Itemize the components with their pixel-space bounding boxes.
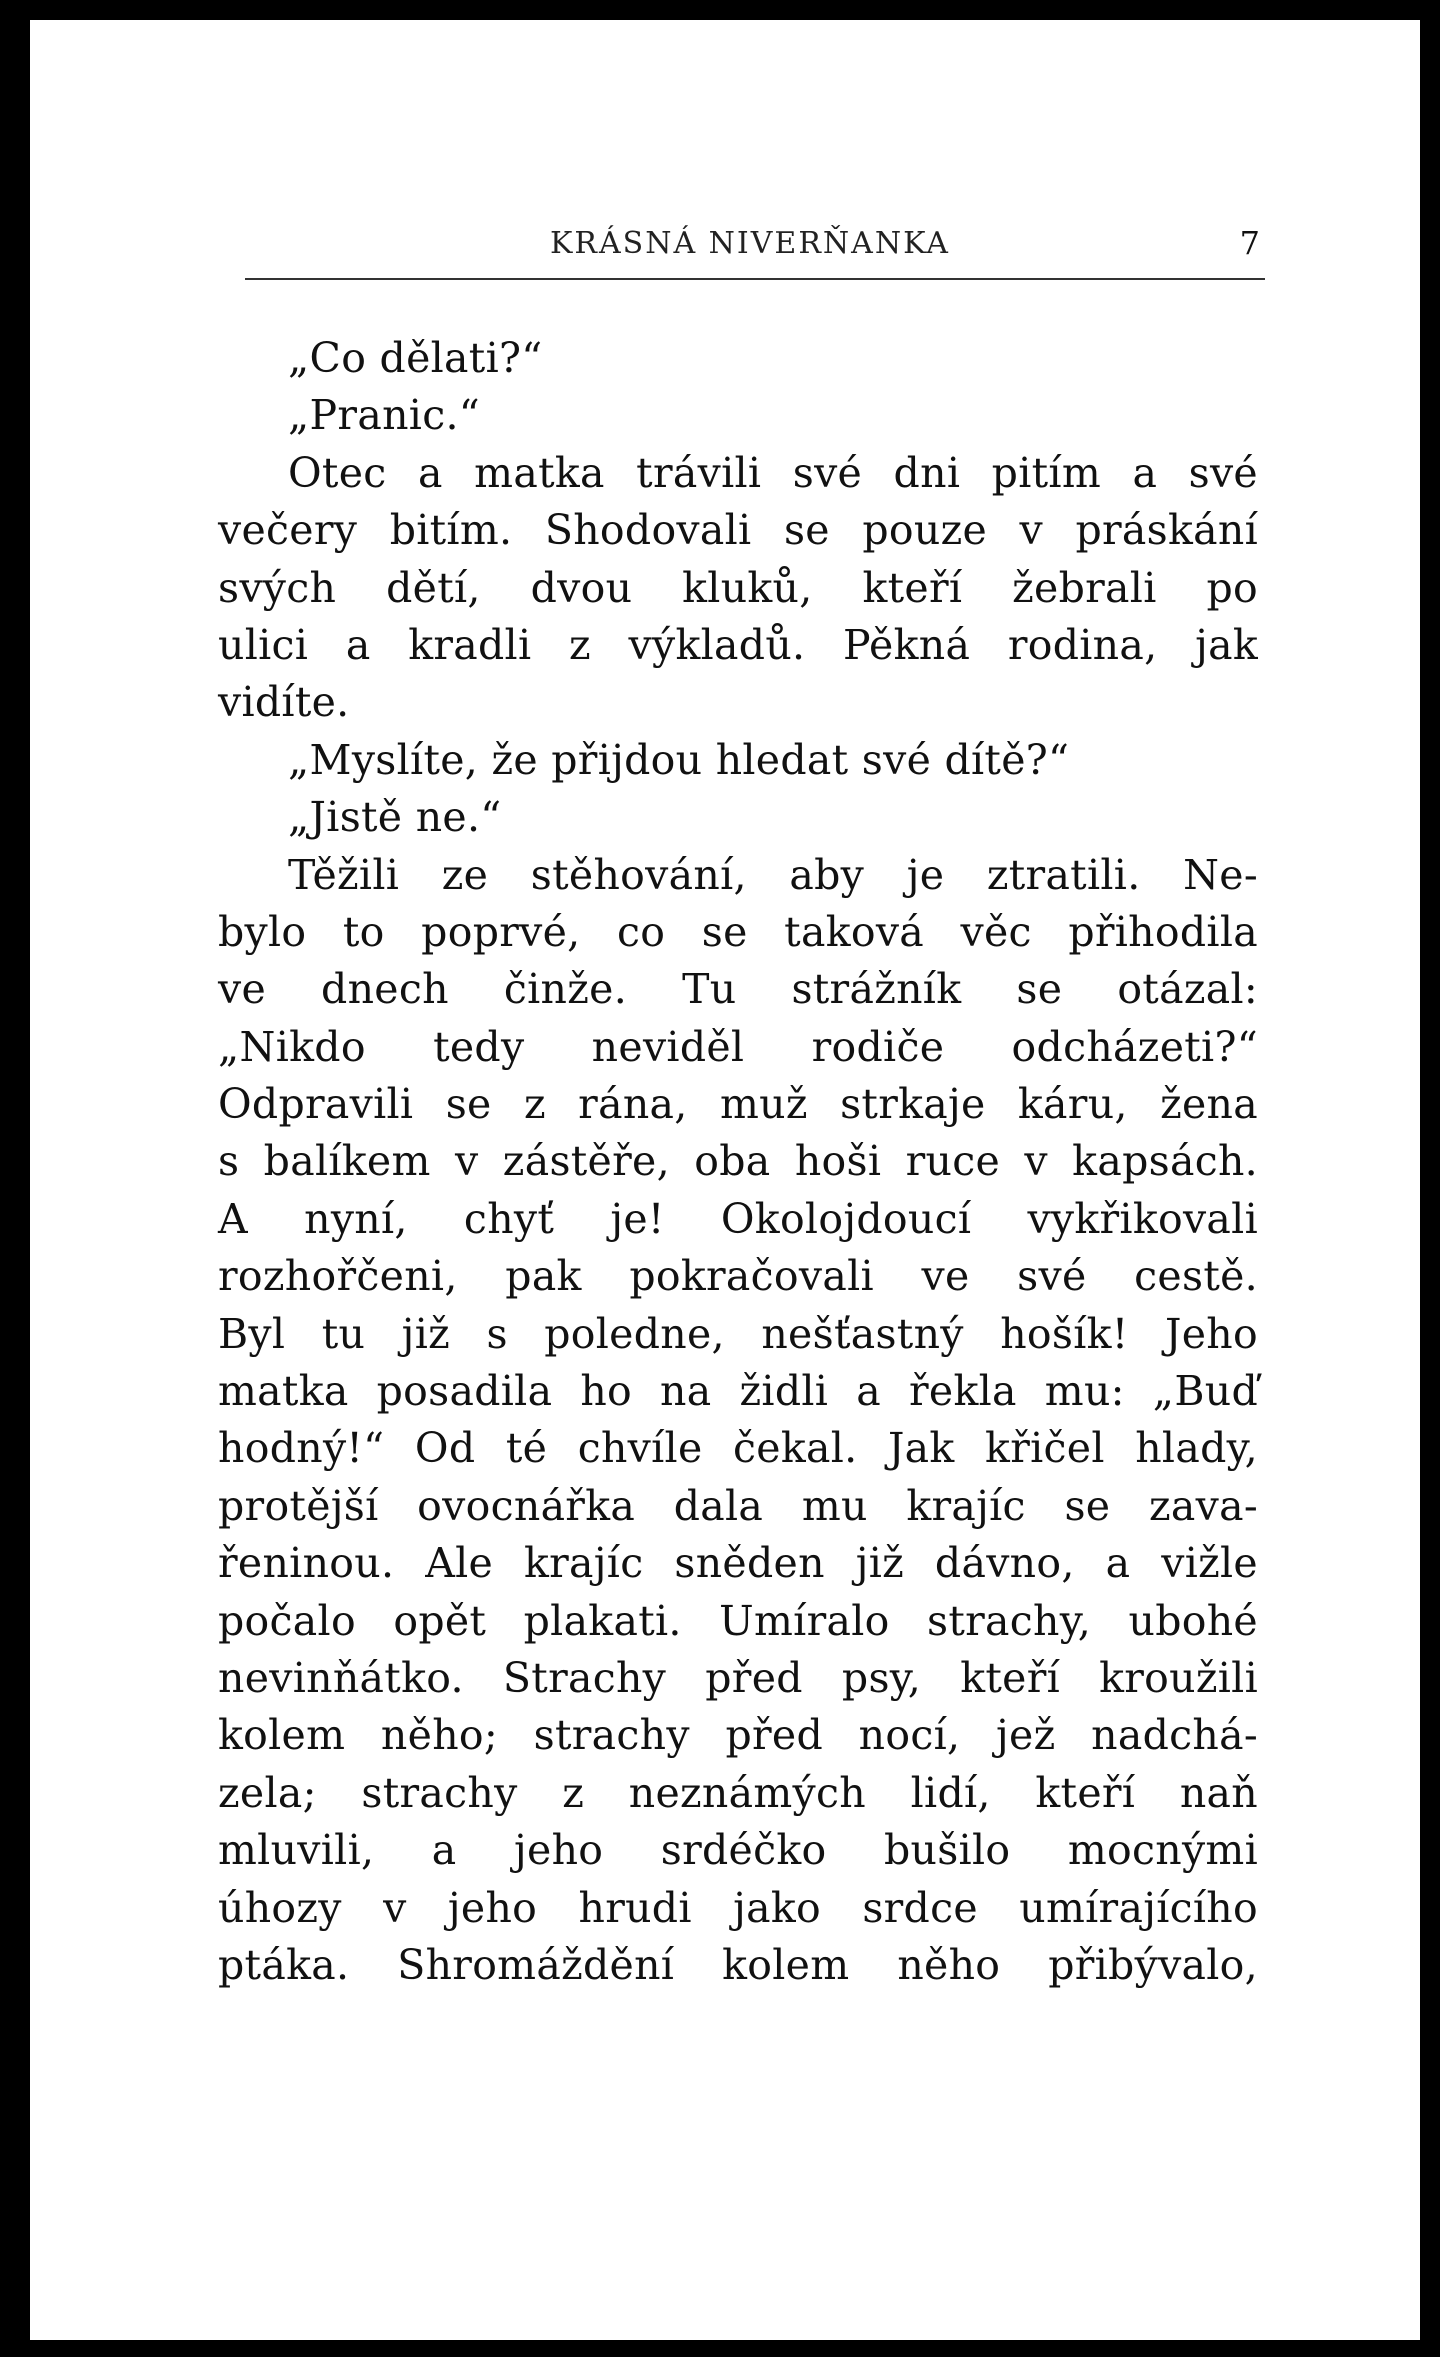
text-line: úhozy v jeho hrudi jako srdce umírajícího <box>218 1883 1258 1932</box>
header-rule <box>245 278 1265 280</box>
text-line: rozhořčeni, pak pokračovali ve své cestě. <box>218 1252 1258 1301</box>
text-line: ulici a kradli z výkladů. Pěkná rodina, jak <box>218 620 1258 669</box>
text-line: ve dnech činže. Tu strážník se otázal: <box>218 965 1258 1014</box>
text-line: řeninou. Ale krajíc sněden již dávno, a vižle <box>218 1539 1258 1588</box>
text-line: nevinňátko. Strachy před psy, kteří kroužili <box>218 1653 1258 1702</box>
text-line: protější ovocnářka dala mu krajíc se zava- <box>218 1481 1258 1530</box>
page-header <box>230 220 1260 270</box>
text-line: „Nikdo tedy neviděl rodiče odcházeti?“ <box>218 1022 1258 1071</box>
text-line: svých dětí, dvou kluků, kteří žebrali po <box>218 563 1258 612</box>
text-line: matka posadila ho na židli a řekla mu: „Buď <box>218 1367 1258 1416</box>
text-line: „Pranic.“ <box>288 391 481 440</box>
right-scan-border <box>1420 0 1440 2357</box>
text-line: A nyní, chyť je! Okolojdoucí vykřikovali <box>218 1194 1258 1243</box>
text-line: Byl tu již s poledne, nešťastný hošík! Jeho <box>218 1309 1258 1358</box>
text-line: Odpravili se z rána, muž strkaje káru, žena <box>218 1080 1258 1129</box>
text-line: „Jistě ne.“ <box>288 793 502 842</box>
text-line: kolem něho; strachy před nocí, jež nadchá- <box>218 1711 1258 1760</box>
text-line: mluvili, a jeho srdéčko bušilo mocnými <box>218 1826 1258 1875</box>
text-line: bylo to poprvé, co se taková věc přihodila <box>218 907 1258 956</box>
text-line: „Myslíte, že přijdou hledat své dítě?“ <box>288 735 1070 784</box>
text-line: s balíkem v zástěře, oba hoši ruce v kapsách. <box>218 1137 1258 1186</box>
text-line: večery bitím. Shodovali se pouze v práskání <box>218 506 1258 555</box>
text-line: Těžili ze stěhování, aby je ztratili. Ne- <box>288 850 1258 899</box>
running-title: KRÁSNÁ NIVERŇANKA <box>550 226 950 261</box>
left-scan-border <box>0 0 30 2357</box>
text-line: zela; strachy z neznámých lidí, kteří naň <box>218 1768 1258 1817</box>
text-line: vidíte. <box>218 678 350 727</box>
text-line: počalo opět plakati. Umíralo strachy, ubohé <box>218 1596 1258 1645</box>
text-line: „Co dělati?“ <box>288 334 543 382</box>
text-line: hodný!“ Od té chvíle čekal. Jak křičel hlady, <box>218 1424 1258 1473</box>
text-line: Otec a matka trávili své dni pitím a své <box>288 448 1258 497</box>
body-text <box>218 330 1258 1994</box>
page-number: 7 <box>1239 224 1260 262</box>
text-line: ptáka. Shromáždění kolem něho přibývalo, <box>218 1940 1258 1989</box>
